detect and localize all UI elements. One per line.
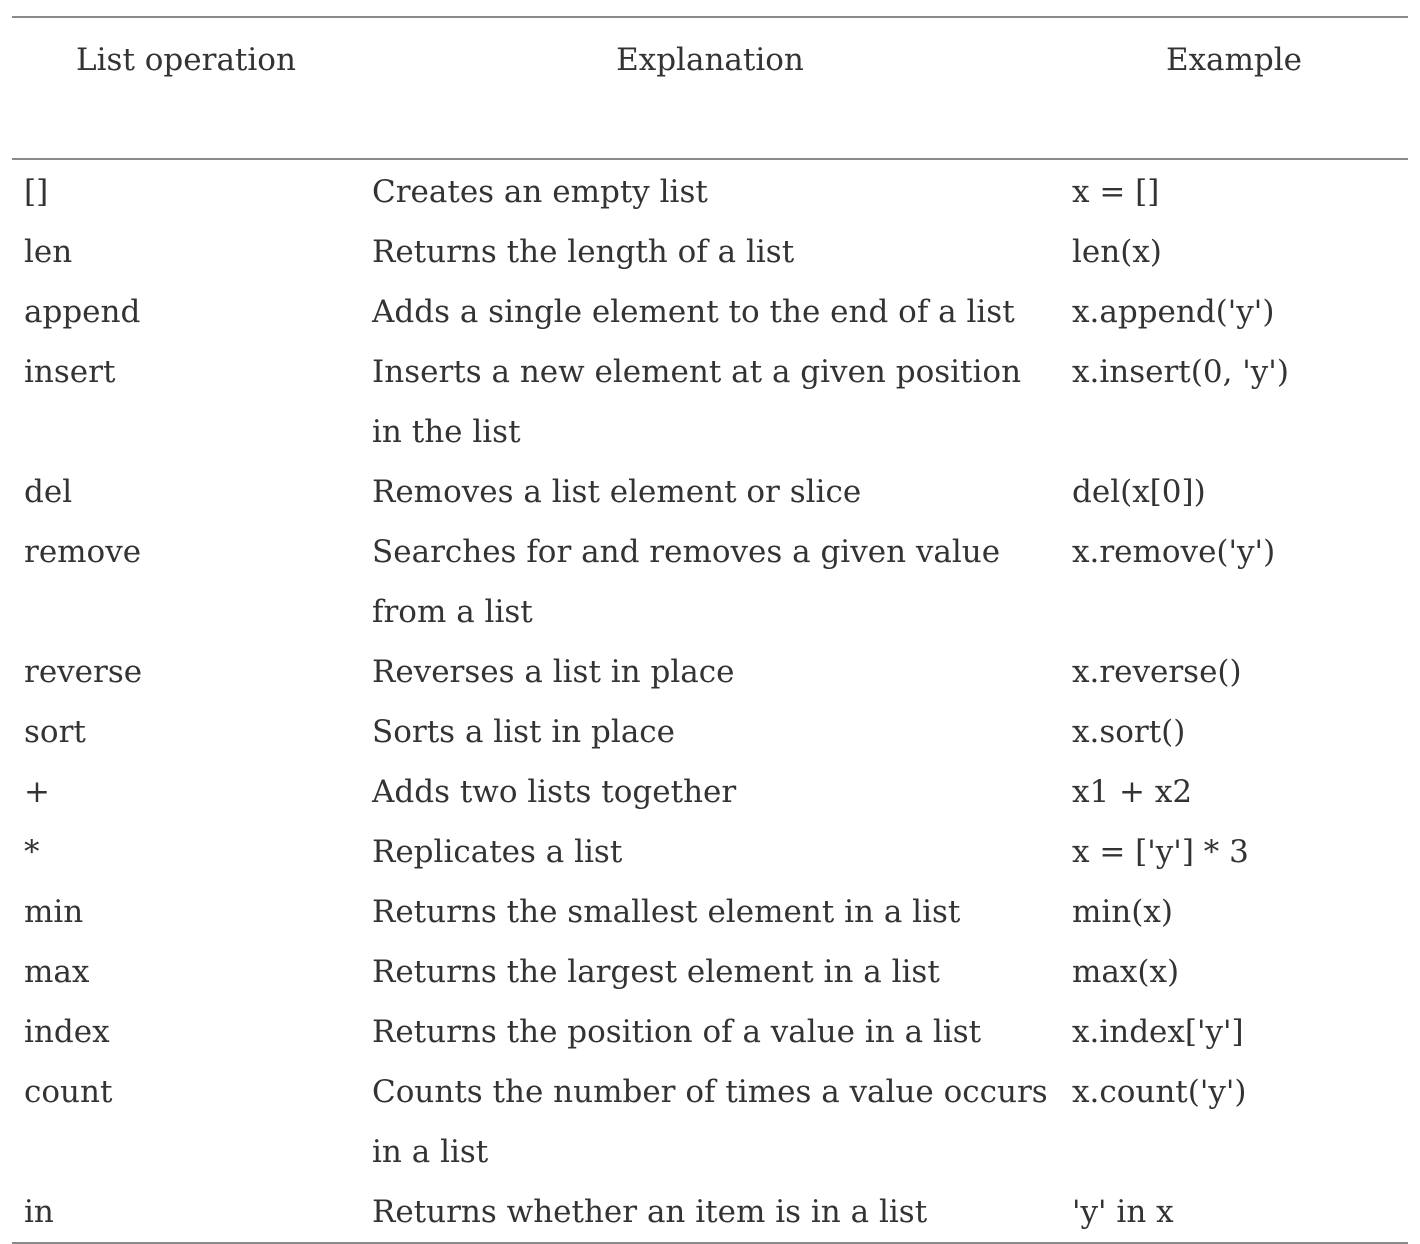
table-row bbox=[12, 642, 1408, 702]
example-cell: x.count('y') bbox=[1072, 1074, 1247, 1110]
example-cell: min(x) bbox=[1072, 894, 1173, 930]
table-row bbox=[12, 1002, 1408, 1062]
operation-cell: + bbox=[24, 774, 50, 810]
table-row bbox=[12, 822, 1408, 882]
explanation-cell: Removes a list element or slice bbox=[372, 474, 862, 510]
example-cell: x = [] bbox=[1072, 174, 1160, 210]
list-operations-table-container bbox=[12, 16, 1408, 1244]
example-cell: x.append('y') bbox=[1072, 294, 1275, 330]
table-row bbox=[12, 762, 1408, 822]
example-cell: x = ['y'] * 3 bbox=[1072, 834, 1249, 870]
example-cell: x.insert(0, 'y') bbox=[1072, 354, 1289, 390]
explanation-cell: Returns the position of a value in a list bbox=[372, 1014, 982, 1050]
table-row bbox=[12, 522, 1408, 642]
table-row bbox=[12, 882, 1408, 942]
explanation-cell: Replicates a list bbox=[372, 834, 623, 870]
explanation-cell: Creates an empty list bbox=[372, 174, 708, 210]
table-body bbox=[12, 159, 1408, 1243]
example-cell: x.reverse() bbox=[1072, 654, 1242, 690]
header-example: Example bbox=[1165, 42, 1303, 78]
explanation-cell: Adds two lists together bbox=[372, 774, 737, 810]
operation-cell: min bbox=[24, 894, 84, 930]
operation-cell: index bbox=[24, 1014, 110, 1050]
operation-cell: insert bbox=[24, 354, 116, 390]
example-cell: x.index['y'] bbox=[1072, 1014, 1244, 1050]
example-cell: max(x) bbox=[1072, 954, 1180, 990]
operation-cell: max bbox=[24, 954, 90, 990]
example-cell: x1 + x2 bbox=[1072, 774, 1193, 810]
explanation-cell: Searches for and removes a given value from a list bbox=[372, 534, 1001, 630]
operation-cell: append bbox=[24, 294, 141, 330]
table-row bbox=[12, 702, 1408, 762]
table-row bbox=[12, 282, 1408, 342]
operation-cell: in bbox=[24, 1194, 54, 1230]
explanation-cell: Returns the largest element in a list bbox=[372, 954, 940, 990]
list-operations-table bbox=[12, 16, 1408, 1244]
operation-cell: len bbox=[24, 234, 73, 270]
explanation-cell: Adds a single element to the end of a list bbox=[372, 294, 1015, 330]
table-row bbox=[12, 159, 1408, 222]
example-cell: len(x) bbox=[1072, 234, 1162, 270]
table-row bbox=[12, 1182, 1408, 1243]
example-cell: del(x[0]) bbox=[1072, 474, 1206, 510]
operation-cell: remove bbox=[24, 534, 142, 570]
table-row bbox=[12, 942, 1408, 1002]
table-header bbox=[12, 17, 1408, 159]
explanation-cell: Reverses a list in place bbox=[372, 654, 735, 690]
table-row bbox=[12, 462, 1408, 522]
operation-cell: sort bbox=[24, 714, 86, 750]
explanation-cell: Returns the length of a list bbox=[372, 234, 795, 270]
explanation-cell: Returns the smallest element in a list bbox=[372, 894, 961, 930]
header-row bbox=[12, 17, 1408, 159]
header-explanation: Explanation bbox=[616, 42, 804, 78]
explanation-cell: Inserts a new element at a given position in the list bbox=[372, 354, 1022, 450]
example-cell: x.sort() bbox=[1072, 714, 1186, 750]
explanation-cell: Sorts a list in place bbox=[372, 714, 676, 750]
operation-cell: del bbox=[24, 474, 73, 510]
explanation-cell: Counts the number of times a value occurs in a list bbox=[372, 1074, 1048, 1170]
operation-cell: [] bbox=[24, 174, 49, 210]
table-row bbox=[12, 1062, 1408, 1182]
example-cell: x.remove('y') bbox=[1072, 534, 1276, 570]
operation-cell: count bbox=[24, 1074, 113, 1110]
explanation-cell: Returns whether an item is in a list bbox=[372, 1194, 928, 1230]
example-cell: 'y' in x bbox=[1072, 1194, 1174, 1230]
table-row bbox=[12, 222, 1408, 282]
operation-cell: reverse bbox=[24, 654, 143, 690]
header-list-operation: List operation bbox=[76, 42, 296, 78]
operation-cell: * bbox=[24, 834, 40, 870]
table-row bbox=[12, 342, 1408, 462]
